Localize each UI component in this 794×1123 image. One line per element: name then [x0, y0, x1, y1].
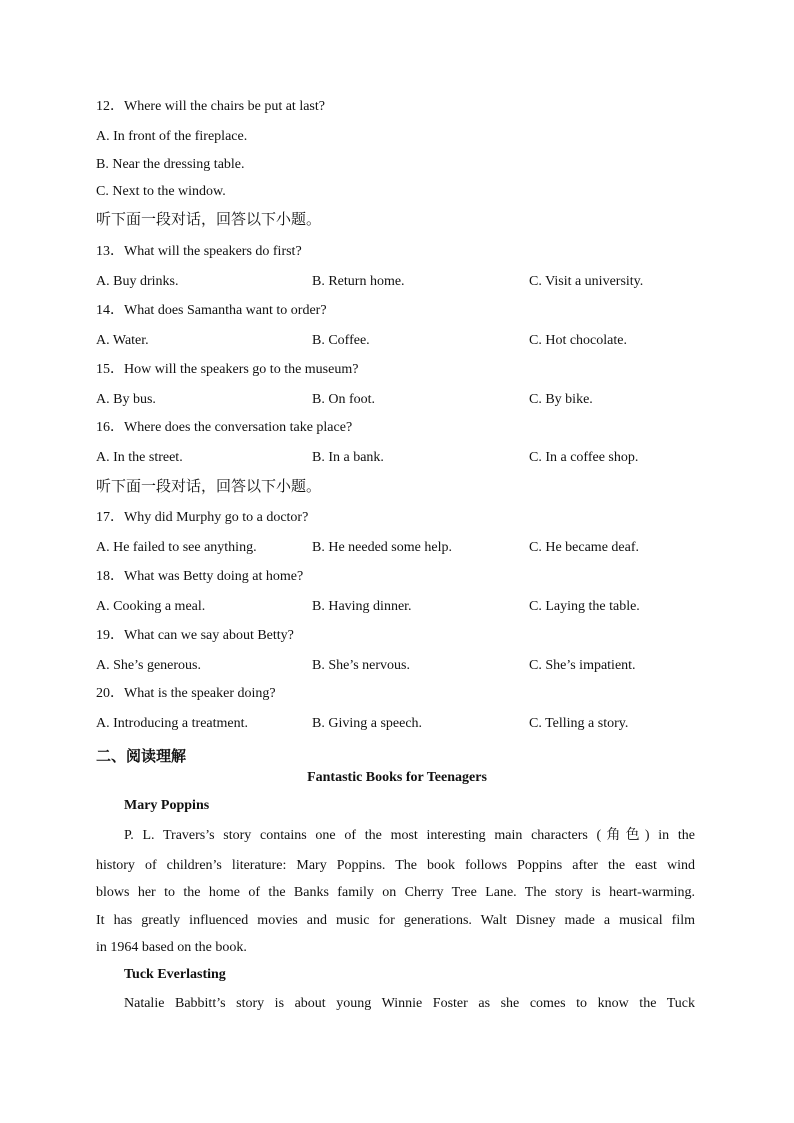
q18-option-c: C. Laying the table.	[529, 599, 640, 614]
paragraph-line: It has greatly influenced movies and music for generations. Walt Disney made a musical film	[96, 913, 695, 928]
q17-option-b: B. He needed some help.	[312, 540, 452, 555]
q18-option-b: B. Having dinner.	[312, 599, 412, 614]
q20-option-b: B. Giving a speech.	[312, 716, 423, 731]
listening-instruction: 听下面一段对话，回答以下小题。	[96, 477, 322, 495]
listening-instruction: 听下面一段对话，回答以下小题。	[96, 210, 322, 228]
q16-option-a: A. In the street.	[96, 450, 183, 465]
q15-option-b: B. On foot.	[312, 392, 375, 407]
q13-option-b: B. Return home.	[312, 274, 405, 289]
article-title: Fantastic Books for Teenagers	[307, 770, 487, 785]
question-18: 18．What was Betty doing at home?	[96, 569, 304, 584]
q12-option-a: A. In front of the fireplace.	[96, 129, 248, 144]
q20-option-a: A. Introducing a treatment.	[96, 716, 249, 731]
question-17: 17．Why did Murphy go to a doctor?	[96, 510, 309, 525]
q14-option-a: A. Water.	[96, 333, 149, 348]
q20-option-c: C. Telling a story.	[529, 716, 629, 731]
book-title-mary-poppins: Mary Poppins	[124, 798, 210, 813]
q18-option-a: A. Cooking a meal.	[96, 599, 206, 614]
q14-option-b: B. Coffee.	[312, 333, 370, 348]
question-19: 19．What can we say about Betty?	[96, 628, 294, 643]
q13-option-a: A. Buy drinks.	[96, 274, 179, 289]
question-12: 12．Where will the chairs be put at last?	[96, 99, 325, 114]
question-14: 14．What does Samantha want to order?	[96, 303, 327, 318]
q16-option-b: B. In a bank.	[312, 450, 384, 465]
paragraph-line: blows her to the home of the Banks family on Cherry Tree Lane. The story is heart-warming.	[96, 885, 695, 900]
q12-option-b: B. Near the dressing table.	[96, 157, 245, 172]
q19-option-c: C. She’s impatient.	[529, 658, 636, 673]
q19-option-b: B. She’s nervous.	[312, 658, 410, 673]
q16-option-c: C. In a coffee shop.	[529, 450, 639, 465]
section-heading: 二、阅读理解	[96, 747, 187, 765]
q17-option-c: C. He became deaf.	[529, 540, 639, 555]
q12-option-c: C. Next to the window.	[96, 184, 226, 199]
paragraph-line: in 1964 based on the book.	[96, 940, 247, 955]
q13-option-c: C. Visit a university.	[529, 274, 644, 289]
q15-option-a: A. By bus.	[96, 392, 156, 407]
question-15: 15．How will the speakers go to the museum?	[96, 362, 359, 377]
q15-option-c: C. By bike.	[529, 392, 593, 407]
question-13: 13．What will the speakers do first?	[96, 244, 302, 259]
paragraph-line: history of children’s literature: Mary Poppins. The book follows Poppins after the east wind	[96, 858, 695, 873]
book-title-tuck-everlasting: Tuck Everlasting	[124, 967, 226, 982]
question-16: 16．Where does the conversation take place?	[96, 420, 353, 435]
paragraph-line: P. L. Travers’s story contains one of the most interesting main characters (角色) in the	[124, 828, 695, 843]
q17-option-a: A. He failed to see anything.	[96, 540, 257, 555]
q19-option-a: A. She’s generous.	[96, 658, 201, 673]
paragraph-line: Natalie Babbitt’s story is about young Winnie Foster as she comes to know the Tuck	[124, 996, 695, 1011]
q14-option-c: C. Hot chocolate.	[529, 333, 627, 348]
question-20: 20．What is the speaker doing?	[96, 686, 276, 701]
